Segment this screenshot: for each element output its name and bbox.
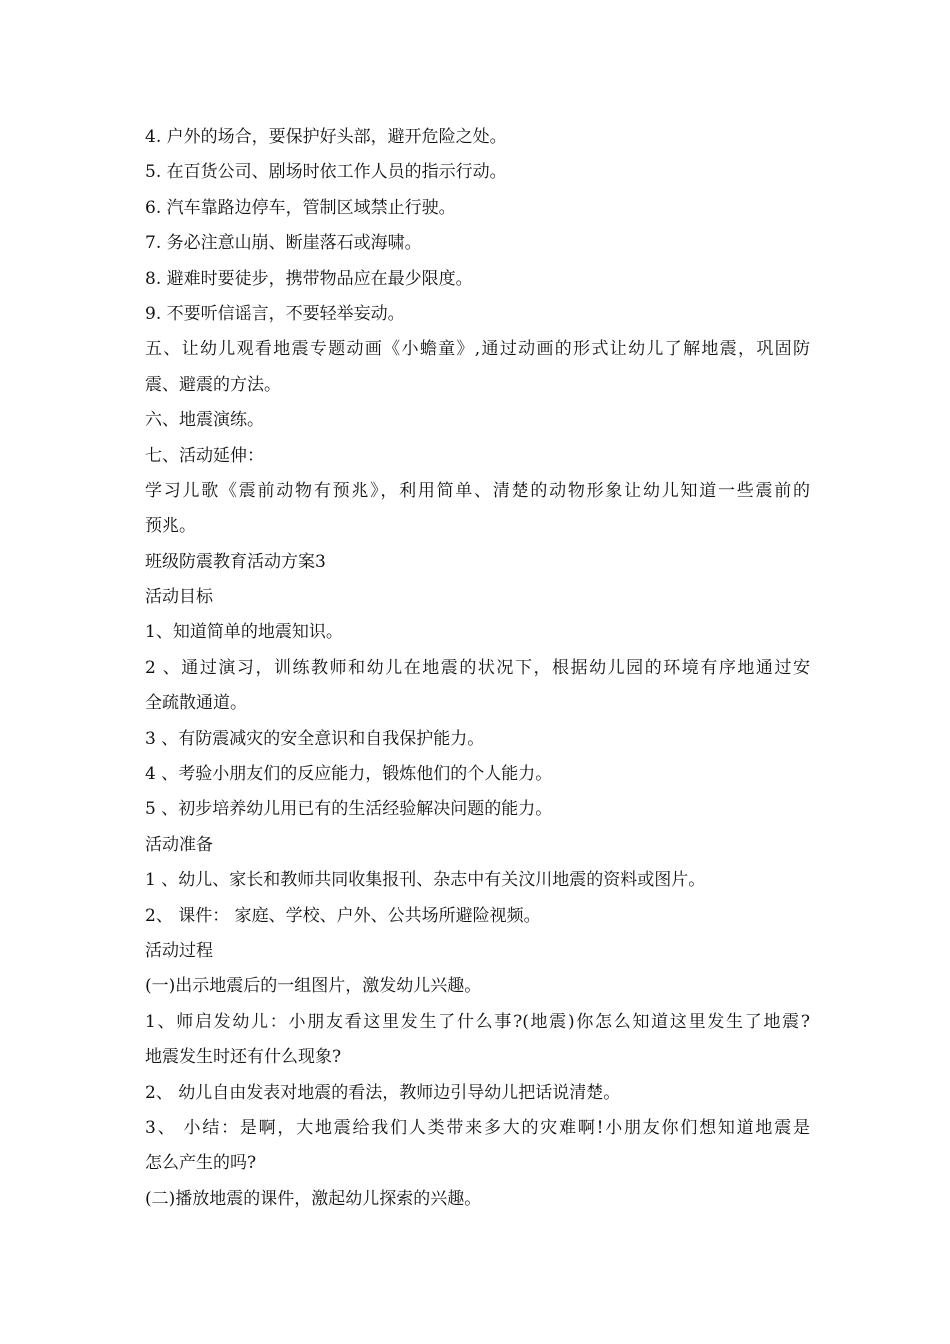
text-line: 5 、初步培养幼儿用已有的生活经验解决问题的能力。 <box>145 799 553 820</box>
text-line: 2、 幼儿自由发表对地震的看法，教师边引导幼儿把话说清楚。 <box>145 1082 621 1103</box>
text-line: 6. 汽车靠路边停车，管制区域禁止行驶。 <box>145 197 456 218</box>
text-line: 2、 课件： 家庭、学校、户外、公共场所避险视频。 <box>145 905 541 926</box>
text-line: 8. 避难时要徒步，携带物品应在最少限度。 <box>145 268 473 289</box>
text-line: 学习儿歌《震前动物有预兆》，利用简单、清楚的动物形象让幼儿知道一些震前的 <box>145 480 810 501</box>
text-line: 1 、幼儿、家长和教师共同收集报刊、杂志中有关汶川地震的资料或图片。 <box>145 870 706 891</box>
text-line: 活动过程 <box>145 940 213 961</box>
text-line: 活动准备 <box>145 834 213 855</box>
text-line: 全疏散通道。 <box>145 693 247 714</box>
text-line: 1、师启发幼儿：小朋友看这里发生了什么事?(地震)你怎么知道这里发生了地震? <box>145 1011 810 1032</box>
text-line: 震、避震的方法。 <box>145 374 281 395</box>
text-line: (一)出示地震后的一组图片，激发幼儿兴趣。 <box>145 976 482 997</box>
text-line: 2 、通过演习，训练教师和幼儿在地震的状况下，根据幼儿园的环境有序地通过安 <box>145 657 810 678</box>
text-line: 预兆。 <box>145 516 196 537</box>
text-line: 4. 户外的场合，要保护好头部，避开危险之处。 <box>145 127 507 147</box>
text-line: 3、 小结：是啊，大地震给我们人类带来多大的灾难啊!小朋友你们想知道地震是 <box>145 1117 810 1138</box>
text-line: 七、活动延伸： <box>145 445 264 466</box>
text-line: 活动目标 <box>145 587 213 608</box>
text-line: 3 、有防震减灾的安全意识和自我保护能力。 <box>145 728 485 749</box>
text-line: 4 、考验小朋友们的反应能力，锻炼他们的个人能力。 <box>145 764 553 785</box>
text-line: 六、地震演练。 <box>145 410 264 431</box>
text-line: 五、让幼儿观看地震专题动画《小蟾童》,通过动画的形式让幼儿了解地震，巩固防 <box>145 339 810 360</box>
text-line: 1、知道简单的地震知识。 <box>145 622 343 643</box>
text-line: 怎么产生的吗? <box>145 1153 257 1174</box>
text-line: (二)播放地震的课件，激起幼儿探索的兴趣。 <box>145 1188 482 1209</box>
text-line: 班级防震教育活动方案3 <box>145 551 326 572</box>
text-line: 5. 在百货公司、剧场时依工作人员的指示行动。 <box>145 162 507 183</box>
text-line: 7. 务必注意山崩、断崖落石或海啸。 <box>145 233 422 254</box>
text-line: 9. 不要听信谣言，不要轻举妄动。 <box>145 303 405 324</box>
text-line: 地震发生时还有什么现象? <box>145 1047 342 1068</box>
document-body <box>145 120 810 1217</box>
